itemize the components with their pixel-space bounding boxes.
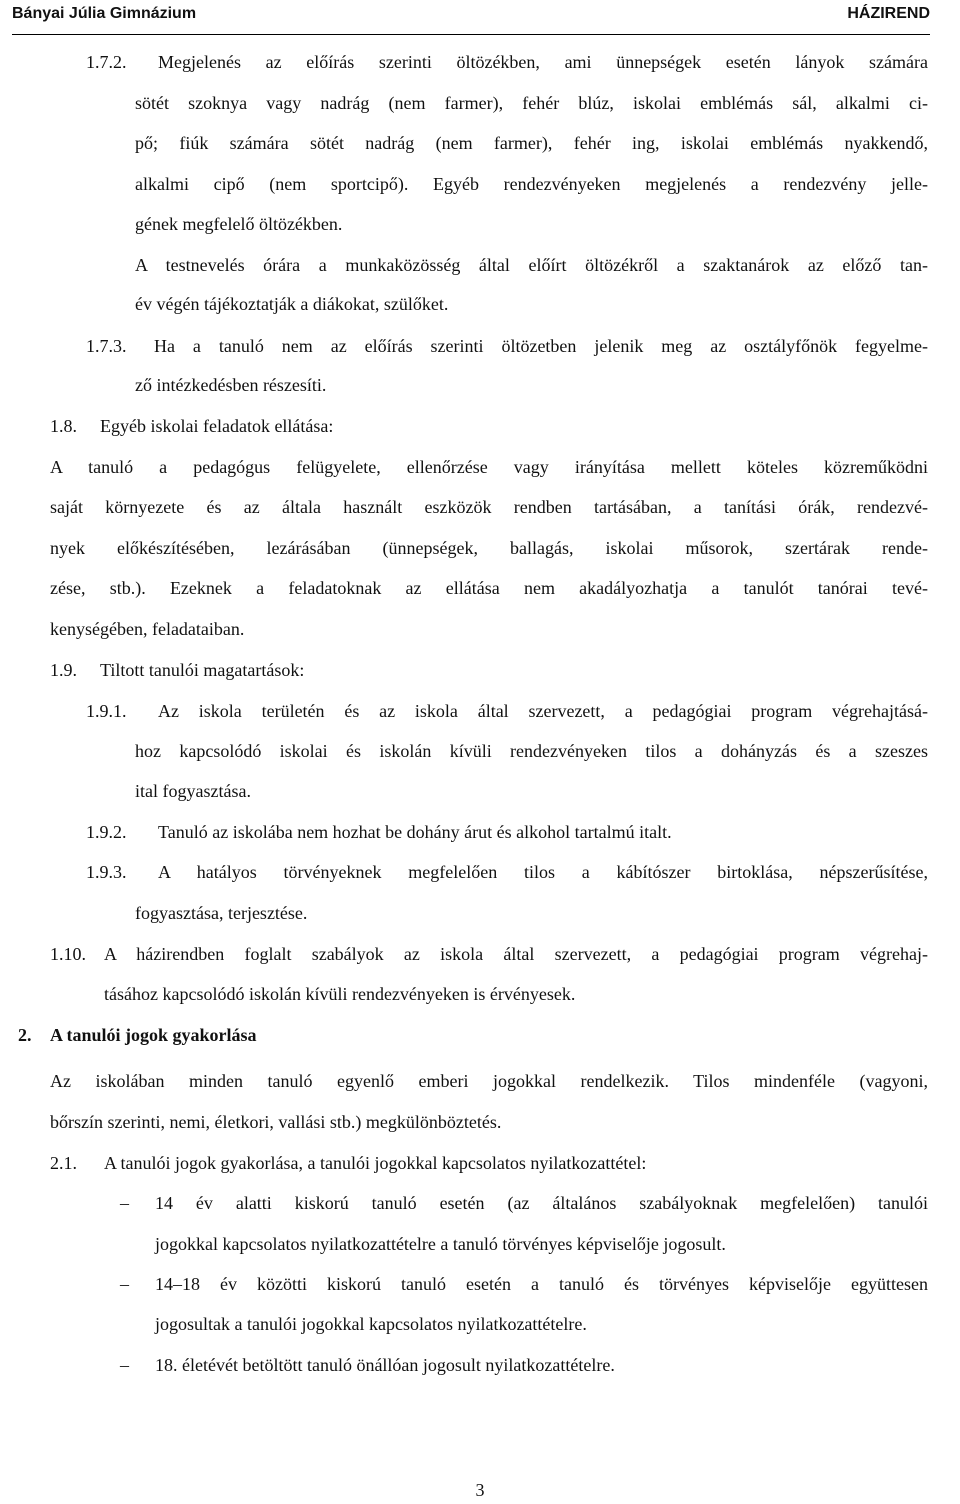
body-line: ző intézkedésben részesíti. (135, 375, 327, 395)
section-number: 1.10. (50, 944, 86, 964)
body-line: hoz kapcsolódó iskolai és iskolán kívüli rendezvényeken tilos a dohányzás és a szeszes (135, 741, 928, 761)
body-line: A tanulói jogok gyakorlása, a tanulói jogokkal kapcsolatos nyilatkozattétel: (104, 1153, 647, 1173)
body-line: bőrszín szerinti, nemi, életkori, vallási stb.) megkülönböztetés. (50, 1112, 502, 1132)
section-number: 1.7.2. (86, 52, 127, 72)
list-dash: – (120, 1355, 129, 1375)
document-title: HÁZIREND (847, 5, 930, 22)
school-name: Bányai Júlia Gimnázium (12, 5, 197, 22)
body-line: Ha a tanuló nem az előírás szerinti öltözetben jelenik meg az osztályfőnök fegyelme- (154, 336, 928, 356)
body-line: Megjelenés az előírás szerinti öltözékben, ami ünnepségek esetén lányok számára (158, 52, 928, 72)
list-item: jogosultak a tanulói jogokkal kapcsolatos nyilatkozattételre. (155, 1314, 587, 1334)
section-number: 1.7.3. (86, 336, 127, 356)
body-line: Az iskola területén és az iskola által szervezett, a pedagógiai program végrehajtásá- (158, 701, 928, 721)
body-line: saját környezete és az általa használt eszközök rendben tartásában, a tanítási órák, rendezvé- (50, 497, 928, 517)
body-line: Az iskolában minden tanuló egyenlő emberi jogokkal rendelkezik. Tilos mindenféle (vagyoni, (50, 1071, 928, 1091)
body-line: pő; fiúk számára sötét nadrág (nem farmer), fehér ing, iskolai emblémás nyakkendő, (135, 133, 928, 153)
body-line: A testnevelés órára a munkaközösség által előírt öltözékről a szaktanárok az előző tan- (135, 255, 928, 275)
body-line: A hatályos törvényeknek megfelelően tilos a kábítószer birtoklása, népszerűsítése, (158, 862, 928, 882)
section-number: 1.9.1. (86, 701, 127, 721)
list-item: 14 év alatti kiskorú tanuló esetén (az általános szabályoknak megfelelően) tanulói (155, 1193, 928, 1213)
chapter-number: 2. (18, 1025, 32, 1045)
section-heading: Egyéb iskolai feladatok ellátása: (100, 416, 334, 436)
list-dash: – (120, 1274, 129, 1294)
page-number: 3 (475, 1480, 485, 1500)
body-line: alkalmi cipő (nem sportcipő). Egyéb rendezvényeken megjelenés a rendezvény jelle- (135, 174, 928, 194)
list-item: 18. életévét betöltött tanuló önállóan jogosult nyilatkozattételre. (155, 1355, 615, 1375)
body-line: A tanuló a pedagógus felügyelete, ellenőrzése vagy irányítása mellett köteles közreműködni (50, 457, 928, 477)
body-line: év végén tájékoztatják a diákokat, szülőket. (135, 294, 449, 314)
list-item: 14–18 év közötti kiskorú tanuló esetén a tanuló és törvényes képviselője együttesen (155, 1274, 928, 1294)
body-line: nyek előkészítésében, lezárásában (ünnepségek, ballagás, iskolai műsorok, szertárak rende- (50, 538, 928, 558)
body-line: tásához kapcsolódó iskolán kívüli rendezvényeken is érvényesek. (104, 984, 576, 1004)
body-line: A házirendben foglalt szabályok az iskola által szervezett, a pedagógiai program végrehaj- (104, 944, 928, 964)
section-heading: Tiltott tanulói magatartások: (100, 660, 305, 680)
body-line: zése, stb.). Ezeknek a feladatoknak az ellátása nem akadályozhatja a tanulót tanórai tevé- (50, 578, 928, 598)
section-number: 1.9.2. (86, 822, 127, 842)
body-line: sötét szoknya vagy nadrág (nem farmer), fehér blúz, iskolai emblémás sál, alkalmi ci- (135, 93, 928, 113)
list-dash: – (120, 1193, 129, 1213)
body-line: fogyasztása, terjesztése. (135, 903, 308, 923)
body-line: gének megfelelő öltözékben. (135, 214, 343, 234)
chapter-heading: A tanulói jogok gyakorlása (50, 1025, 257, 1045)
page-header (12, 0, 930, 35)
section-number: 1.9. (50, 660, 77, 680)
list-item: jogokkal kapcsolatos nyilatkozattételre a tanuló törvényes képviselője jogosult. (155, 1234, 726, 1254)
section-number: 2.1. (50, 1153, 77, 1173)
section-number: 1.9.3. (86, 862, 127, 882)
body-line: ital fogyasztása. (135, 781, 251, 801)
body-line: Tanuló az iskolába nem hozhat be dohány árut és alkohol tartalmú italt. (158, 822, 672, 842)
section-number: 1.8. (50, 416, 77, 436)
body-line: kenységében, feladataiban. (50, 619, 245, 639)
